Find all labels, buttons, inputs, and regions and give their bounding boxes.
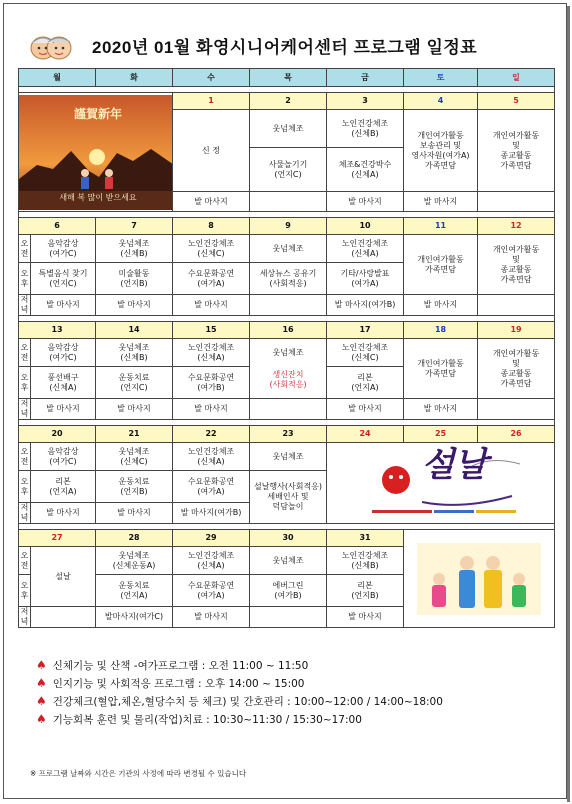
new-year-greeting-image (19, 95, 173, 210)
program-cell: 노인건강체조 (신체A) (173, 339, 250, 367)
date-17: 17 (327, 322, 404, 339)
date-27: 27 (19, 530, 96, 547)
date-20: 20 (19, 426, 96, 443)
pm-label: 오 후 (19, 471, 31, 503)
program-cell: 수요문화공연 (여가A) (173, 575, 250, 607)
evening-cell: 발 마사지(여가B) (173, 503, 250, 524)
weekend-program-cell: 개인여가활동 및 종교활동 가족면담 (478, 110, 555, 192)
footnote: ※ 프로그램 날짜와 시간은 기관의 사정에 따라 변경될 수 있습니다 (30, 769, 247, 778)
pm-label: 오 후 (19, 263, 31, 295)
family-hanbok-icon (417, 543, 541, 615)
new-year-holiday-cell: 신 정 (173, 110, 250, 192)
am-label: 오 전 (19, 547, 31, 575)
weekend-program-cell: 개인여가활동 보송관리 및 영사자원(여가A) 가족면담 (404, 110, 478, 192)
spade-bullet-icon: ♠ (36, 676, 47, 690)
evening-cell (250, 192, 327, 212)
evening-cell (250, 607, 327, 628)
program-cell: 웃넘체조 (신체B) (96, 339, 173, 367)
evening-cell (250, 295, 327, 316)
week5-date-row (19, 530, 555, 547)
page-title: 2020년 01월 화영시니어케어센터 프로그램 일정표 (92, 38, 478, 57)
note-item (36, 656, 556, 674)
birthday-party-cell (250, 339, 327, 399)
week2-date-row (19, 218, 555, 235)
date-15: 15 (173, 322, 250, 339)
note-item (36, 692, 556, 710)
date-7: 7 (96, 218, 173, 235)
pm-label: 오 후 (19, 367, 31, 399)
program-cell: 리본 (언지A) (31, 471, 96, 503)
date-22: 22 (173, 426, 250, 443)
monthly-schedule-table (18, 68, 555, 628)
program-cell: 웃넘체조 (250, 547, 327, 575)
program-cell: 음악감상 (여가C) (31, 235, 96, 263)
weekday-mon: 월 (19, 69, 96, 87)
weekday-fri: 금 (327, 69, 404, 87)
date-21: 21 (96, 426, 173, 443)
seollal-caption: 설날 (421, 445, 488, 485)
date-3: 3 (327, 93, 404, 110)
evening-label: 저 녁 (19, 607, 31, 628)
date-2: 2 (250, 93, 327, 110)
weekday-sat: 토 (404, 69, 478, 87)
program-cell: 사물놀기기 (언지C) (250, 148, 327, 192)
program-cell: 리본 (언지A) (327, 367, 404, 399)
date-10: 10 (327, 218, 404, 235)
program-cell: 운동치료 (언지B) (96, 471, 173, 503)
program-cell: 운동치료 (언지C) (96, 367, 173, 399)
program-cell: 기타/사랑발표 (여가A) (327, 263, 404, 295)
note-text: 신체기능 및 산책 -여가프로그램 : 오전 11:00 ~ 11:50 (52, 660, 309, 672)
date-4: 4 (404, 93, 478, 110)
evening-label: 저 녁 (19, 295, 31, 316)
program-cell: 웃넘체조 (250, 443, 327, 471)
program-cell: 노인건강체조 (신체B) (327, 110, 404, 148)
seollal-event-cell: 설날행사(사회적응) 세배인사 및 덕담놀이 (250, 471, 327, 524)
program-cell: 노인건강체조 (신체B) (327, 547, 404, 575)
program-cell: 수요문화공연 (여가A) (173, 263, 250, 295)
am-label: 오 전 (19, 443, 31, 471)
weekday-tue: 화 (96, 69, 173, 87)
program-cell: 웃넘체조 (신체B) (96, 235, 173, 263)
evening-cell: 발 마사지 (173, 192, 250, 212)
date-30: 30 (250, 530, 327, 547)
program-cell: 웃넘체조 (250, 235, 327, 263)
evening-cell: 발 마사지 (96, 503, 173, 524)
evening-cell: 발 마사지 (327, 192, 404, 212)
spade-bullet-icon: ♠ (36, 694, 47, 708)
seollal-image (352, 446, 530, 520)
evening-cell: 발 마사지(여가B) (327, 295, 404, 316)
evening-cell: 발마사지(여가C) (96, 607, 173, 628)
evening-cell: 발 마사지 (404, 295, 478, 316)
evening-cell (478, 192, 555, 212)
program-notes (36, 656, 556, 728)
note-item (36, 710, 556, 728)
evening-cell: 발 마사지 (173, 607, 250, 628)
program-cell: 에버그린 (여가B) (250, 575, 327, 607)
note-text: 건강체크(혈압,체온,혈당수치 등 체크) 및 간호관리 : 10:00~12:00 / 14:00~18:00 (52, 696, 443, 708)
grandparents-logo-icon (28, 33, 74, 61)
date-16: 16 (250, 322, 327, 339)
evening-cell: 발 마사지 (404, 192, 478, 212)
week4-am-row (19, 443, 555, 471)
evening-cell: 발 마사지 (96, 399, 173, 420)
evening-cell: 발 마사지 (404, 399, 478, 420)
date-1: 1 (173, 93, 250, 110)
seollal-image-cell (327, 443, 555, 524)
program-cell: 세상뉴스 공유기 (사회적응) (250, 263, 327, 295)
evening-cell: 발 마사지 (327, 399, 404, 420)
program-cell: 웃넘체조 (250, 110, 327, 148)
program-cell: 웃넘체조 (신체C) (96, 443, 173, 471)
program-cell: 운동치료 (언지A) (96, 575, 173, 607)
evening-cell (478, 295, 555, 316)
weekday-wed: 수 (173, 69, 250, 87)
evening-label: 저 녁 (19, 503, 31, 524)
program-cell: 음악감상 (여가C) (31, 443, 96, 471)
note-text: 기능회복 훈련 및 물리(작업)치료 : 10:30~11:30 / 15:30~17:00 (52, 714, 362, 726)
program-cell: 리본 (언지B) (327, 575, 404, 607)
program-cell: 미술활동 (언지B) (96, 263, 173, 295)
date-13: 13 (19, 322, 96, 339)
week1-date-row (19, 93, 555, 110)
evening-cell: 발 마사지 (31, 295, 96, 316)
week3-am-row (19, 339, 555, 367)
evening-cell: 발 마사지 (173, 295, 250, 316)
program-cell: 수요문화공연 (여가A) (173, 471, 250, 503)
program-cell: 노인건강체조 (신체C) (327, 339, 404, 367)
date-6: 6 (19, 218, 96, 235)
family-image-cell (404, 530, 555, 628)
evening-cell: 발 마사지 (31, 399, 96, 420)
date-11: 11 (404, 218, 478, 235)
weekday-thu: 목 (250, 69, 327, 87)
date-9: 9 (250, 218, 327, 235)
weekend-program-cell: 개인여가활동 가족면담 (404, 235, 478, 295)
program-cell: 수요문화공연 (여가B) (173, 367, 250, 399)
evening-cell: 발 마사지 (96, 295, 173, 316)
date-5: 5 (478, 93, 555, 110)
evening-cell: 발 마사지 (173, 399, 250, 420)
am-label: 오 전 (19, 339, 31, 367)
date-12: 12 (478, 218, 555, 235)
pm-label: 오 후 (19, 575, 31, 607)
seollal-holiday-cell: 설날 (31, 547, 96, 607)
program-cell: 노인건강체조 (신체A) (327, 235, 404, 263)
date-29: 29 (173, 530, 250, 547)
program-cell: 풍선배구 (신체A) (31, 367, 96, 399)
program-text: 웃넘체조 (272, 347, 304, 357)
weekday-header-row (19, 69, 555, 87)
date-24: 24 (327, 426, 404, 443)
week2-am-row (19, 235, 555, 263)
week4-date-row (19, 426, 555, 443)
evening-cell: 발 마사지 (31, 503, 96, 524)
date-23: 23 (250, 426, 327, 443)
program-cell: 음악감상 (여가C) (31, 339, 96, 367)
birthday-party-text: 생신잔치 (사회적응) (269, 369, 307, 389)
program-cell: 노인건강체조 (신체C) (173, 235, 250, 263)
program-cell: 웃넘체조 (신체운동A) (96, 547, 173, 575)
note-text: 인지기능 및 사회적응 프로그램 : 오후 14:00 ~ 15:00 (52, 678, 305, 690)
am-label: 오 전 (19, 235, 31, 263)
date-8: 8 (173, 218, 250, 235)
week3-evening-row (19, 399, 555, 420)
family-hanbok-image (417, 543, 541, 615)
date-14: 14 (96, 322, 173, 339)
date-26: 26 (478, 426, 555, 443)
date-25: 25 (404, 426, 478, 443)
evening-cell (250, 399, 327, 420)
program-cell: 체조&건강박수 (신체A) (327, 148, 404, 192)
program-cell: 특별음식 찾기 (언지C) (31, 263, 96, 295)
weekend-program-cell: 개인여가활동 가족면담 (404, 339, 478, 399)
date-19: 19 (478, 322, 555, 339)
weekend-program-cell: 개인여가활동 및 종교활동 가족면담 (478, 235, 555, 295)
weekday-sun: 일 (478, 69, 555, 87)
date-18: 18 (404, 322, 478, 339)
week3-date-row (19, 322, 555, 339)
evening-cell (478, 399, 555, 420)
program-cell: 노인건강체조 (신체A) (173, 443, 250, 471)
spade-bullet-icon: ♠ (36, 658, 47, 672)
spade-bullet-icon: ♠ (36, 712, 47, 726)
greeting-image-cell (19, 93, 173, 212)
date-28: 28 (96, 530, 173, 547)
note-item (36, 674, 556, 692)
program-cell: 노인건강체조 (신체A) (173, 547, 250, 575)
date-31: 31 (327, 530, 404, 547)
weekend-program-cell: 개인여가활동 및 종교활동 가족면담 (478, 339, 555, 399)
greeting-heading: 謹賀新年 (73, 106, 122, 121)
evening-cell (31, 607, 96, 628)
greeting-caption: 새해 복 많이 받으세요 (59, 192, 137, 202)
evening-label: 저 녁 (19, 399, 31, 420)
week2-evening-row (19, 295, 555, 316)
evening-cell: 발 마사지 (327, 607, 404, 628)
